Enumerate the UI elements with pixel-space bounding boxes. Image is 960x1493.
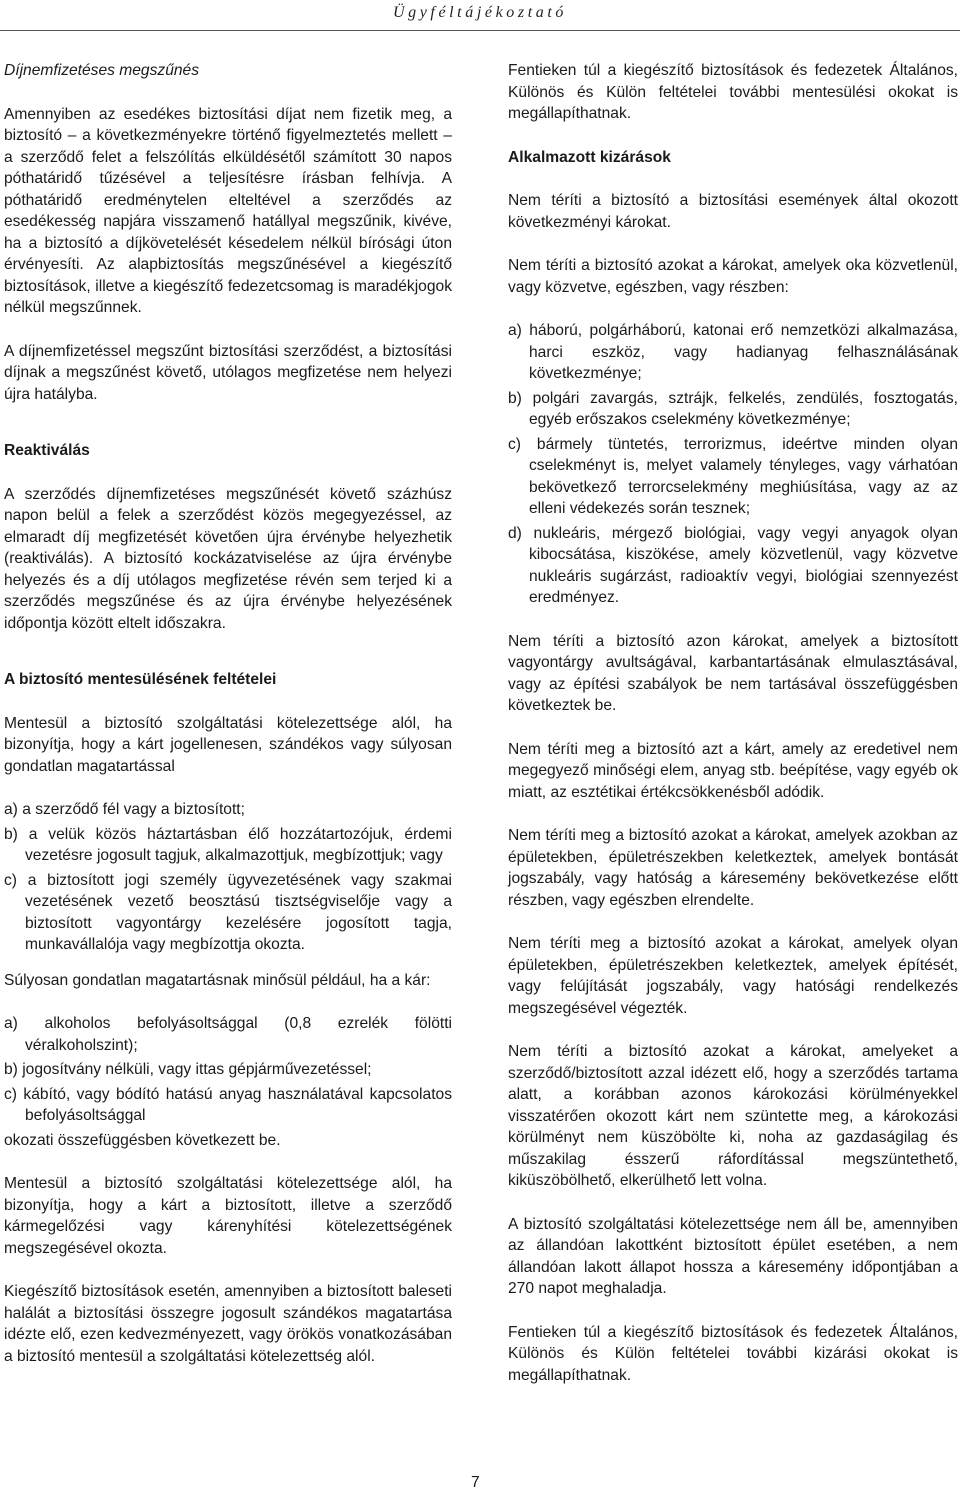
section-title-payment-termination: Díjnemfizetéses megszűnés [4,62,200,79]
left-column [4,60,452,1367]
section-title-reactivation: Reaktiválás [4,442,90,459]
list-item: c) a biztosított jogi személy ügyvezetésének vagy szakmai vezetésének vezető beosztású tisztségviselője vagy a biztosított vagyontárgy kezelésére jogosított tagja, munkavállalója vagy megbízottja okozta. [4,871,452,953]
right-column [508,60,958,1386]
exclusion-list [508,320,958,609]
list-item: d) nukleáris, mérgező biológiai, vagy vegyi anyagok olyan kibocsátása, kiszökése, amely közvetlenül, vagy közvetve nukleáris sugárzást, radioaktív vegyi, biológiai szennyezést eredményez. [508,524,958,606]
paragraph: A biztosító szolgáltatási kötelezettsége nem áll be, amennyiben az állandóan lakottként biztosított épület esetében, a nem állandóan lakott állapot hossza a káresemény időpontjában a 270 napot meghaladja. [508,1215,958,1297]
section-title-exclusions: Alkalmazott kizárások [508,148,671,166]
list-item: a) a szerződő fél vagy a biztosított; [4,801,245,818]
page-number: 7 [471,1474,480,1491]
paragraph: Súlyosan gondatlan magatartásnak minősül például, ha a kár: [4,971,431,989]
list-item: b) jogosítvány nélküli, vagy ittas gépjárművezetéssel; [4,1061,372,1078]
paragraph: okozati összefüggésben következett be. [4,1131,281,1149]
list-item: c) bármely tüntetés, terrorizmus, ideértve minden olyan cselekményt is, melyet valamely tényleges, vagy várhatóan bekövetkező terrorcselekmény meghiúsítása, vagy az az elleni védekezés során tesznek; [508,435,958,517]
list-item: c) kábító, vagy bódító hatású anyag használatával kapcsolatos befolyásoltsággal [4,1085,452,1124]
section-title-exemption-conditions: A biztosító mentesülésének feltételei [4,671,277,688]
paragraph: A szerződés díjnemfizetéses megszűnését követő százhúsz napon belül a felek a szerződést közös megegyezéssel, az elmaradt díj megfizetését követően újra érvénybe helyezhetik (reaktiválás). A biztosító kockázatviselése az újra érvénybe helyezés és a díj utólagos megfizetése révén sem terjed ki a szerződés megszűnése és az újra érvénybe helyezésének időpontja között eltelt időszakra. [4,485,452,632]
page-header-title: Ügyféltájékoztató [392,4,567,21]
header-rule [0,30,960,31]
paragraph: Amennyiben az esedékes biztosítási díjat nem fizetik meg, a biztosító – a következményekre történő figyelmeztetés mellett – a szerződő felet a felszólítás elküldésétől számított 30 napos póthatáridő tűzésével a teljesítésre írásban felhívja. A póthatáridő eredménytelen elteltével a szerződés az esedékesség napjára visszamenő hatállyal megszűnik, kivéve, ha a biztosító a díjkövetelését késedelem nélkül bírósági úton érvényesíti. Az alapbiztosítás megszűnésével a kiegészítő biztosítások, illetve a kiegészítő fedezetcsomag is maradékjogok nélkül megszűnnek. [4,105,452,316]
gross-negligence-list [4,1013,452,1127]
paragraph: Nem téríti meg a biztosító azt a kárt, amely az eredetivel nem megegyező minőségi elem, anyag stb. beépítése, vagy egyéb ok miatt, az esztétikai értékcsökkenésből adódik. [508,740,958,801]
paragraph: Nem téríti a biztosító azokat a károkat, amelyek oka közvetlenül, vagy közvetve, egészben, vagy részben: [508,257,958,296]
list-item: a) alkoholos befolyásoltsággal (0,8 ezrelék fölötti véralkoholszint); [4,1015,452,1054]
exemption-list [4,799,452,956]
paragraph: Fentieken túl a kiegészítő biztosítások és fedezetek Általános, Különös és Külön feltételei további mentesülési okokat is megállapíthatnak. [508,62,958,122]
list-item: b) a velük közös háztartásban élő hozzátartozójuk, érdemi vezetésre jogosult tagjuk, alkalmazottjuk, megbízottjuk; vagy [4,825,452,864]
paragraph: A díjnemfizetéssel megszűnt biztosítási szerződést, a biztosítási díjnak a megszűnést követő, utólagos megfizetése nem helyezi újra hatályba. [4,342,452,403]
paragraph: Nem téríti a biztosító a biztosítási események által okozott következményi károkat. [508,192,958,231]
paragraph: Fentieken túl a kiegészítő biztosítások és fedezetek Általános, Különös és Külön feltételei további kizárási okokat is megállapíthatnak. [508,1323,958,1384]
paragraph: Nem téríti a biztosító azon károkat, amelyek a biztosított vagyontárgy avultságával, karbantartásának elmulasztásával, vagy az építési szabályok be nem tartásával összefüggésben következtek be. [508,632,958,714]
paragraph: Kiegészítő biztosítások esetén, amennyiben a biztosított baleseti halálát a biztosítási összegre jogosult szándékos magatartása idézte elő, ezen kedvezményezett, vagy örökös vonatkozásában a biztosító mentesül a szolgáltatási kötelezettség alól. [4,1283,452,1365]
paragraph: Nem téríti meg a biztosító azokat a károkat, amelyek olyan épületekben, épületrészekben keletkeztek, amelyek építését, vagy felújítását jogszabály, vagy hatósági rendelkezés megszegésével végezték. [508,935,958,1017]
paragraph: Mentesül a biztosító szolgáltatási kötelezettsége alól, ha bizonyítja, hogy a kárt a biztosított, illetve a szerződő kármegelőzési vagy kárenyhítési kötelezettségének megszegésével okozta. [4,1175,452,1257]
list-item: a) háború, polgárháború, katonai erő nemzetközi alkalmazása, harci eszköz, vagy hadianyag felhasználásának következménye; [508,322,958,382]
list-item: b) polgári zavargás, sztrájk, felkelés, zendülés, fosztogatás, egyéb erőszakos cselekmény következménye; [508,389,958,428]
paragraph: Nem téríti a biztosító azokat a károkat, amelyeket a szerződő/biztosított azzal idézett elő, hogy a szerződés tartama alatt, a korábban azonos károkozási körülményekkel visszatérően okozott kárt nem szüntette meg, a károkozási körülményt nem küszöbölte ki, noha az gazdaságilag és műszakilag ésszerű ráfordítással megszüntethető, kiküszöbölhető, elkerülhető lett volna. [508,1043,958,1189]
paragraph: Nem téríti meg a biztosító azokat a károkat, amelyek azokban az épületekben, épületrészekben keletkeztek, amelyek bontását jogszabály, vagy hatóság a káresemény bekövetkezése előtt részben, vagy egészben elrendelte. [508,827,958,909]
paragraph: Mentesül a biztosító szolgáltatási kötelezettsége alól, ha bizonyítja, hogy a kárt jogellenesen, szándékos vagy súlyosan gondatlan magatartással [4,714,452,775]
